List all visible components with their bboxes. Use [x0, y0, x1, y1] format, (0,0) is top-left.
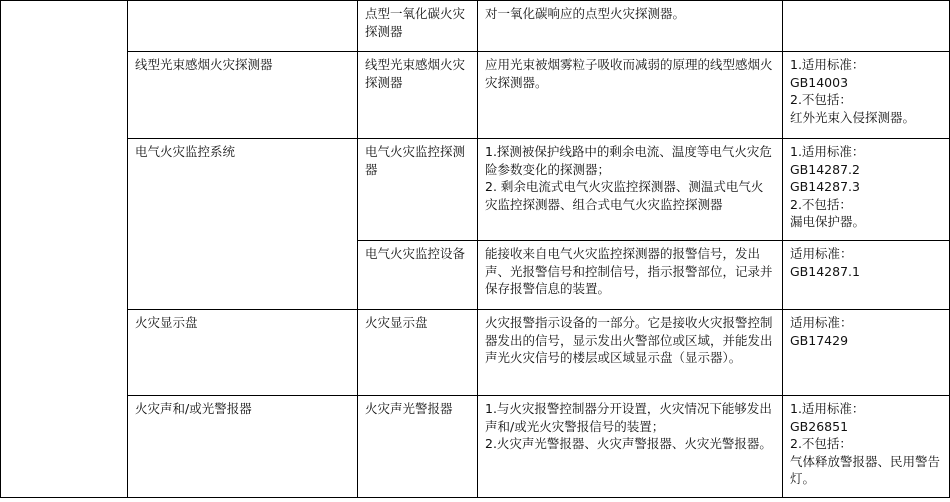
definition-cell: 能接收来自电气火灾监控探测器的报警信号，发出声、光报警信号和控制信号，指示报警部位，记录并保存报警信息的装置。: [478, 241, 783, 310]
definition-cell: 火灾报警指示设备的一部分。它是接收火灾报警控制器发出的信号，显示发出火警部位或区域，并能发出声光火灾信号的楼层或区域显示盘（显示器）。: [478, 310, 783, 396]
definition-cell: 对一氧化碳响应的点型火灾探测器。: [478, 1, 783, 52]
notes-cell: 1.适用标准： GB14003 2.不包括： 红外光束入侵探测器。: [783, 52, 950, 139]
table-row: [1, 310, 950, 396]
product-name-cell: 电气火灾监控设备: [358, 241, 478, 310]
table-row: [1, 396, 950, 498]
notes-cell: 1.适用标准： GB26851 2.不包括： 气体释放警报器、民用警告灯。: [783, 396, 950, 498]
product-name-cell: 火灾显示盘: [358, 310, 478, 396]
product-name-cell: 线型光束感烟火灾探测器: [358, 52, 478, 139]
notes-cell: 适用标准： GB17429: [783, 310, 950, 396]
product-name-cell: 火灾声光警报器: [358, 396, 478, 498]
definition-cell: 1.与火灾报警控制器分开设置，火灾情况下能够发出声和/或光火灾警报信号的装置； 2.火灾声光警报器、火灾声警报器、火灾光警报器。: [478, 396, 783, 498]
category-cell: 火灾显示盘: [128, 310, 358, 396]
notes-cell: 适用标准： GB14287.1: [783, 241, 950, 310]
table-row: [1, 139, 950, 241]
notes-cell: 1.适用标准： GB14287.2 GB14287.3 2.不包括： 漏电保护器。: [783, 139, 950, 241]
category-cell: 电气火灾监控系统: [128, 139, 358, 310]
definition-cell: 1.探测被保护线路中的剩余电流、温度等电气火灾危险参数变化的探测器； 2. 剩余电流式电气火灾监控探测器、测温式电气火灾监控探测器、组合式电气火灾监控探测器: [478, 139, 783, 241]
category-cell: [128, 1, 358, 52]
table-row: [1, 52, 950, 139]
notes-cell: [783, 1, 950, 52]
category-cell: 线型光束感烟火灾探测器: [128, 52, 358, 139]
blank-first-column: [1, 1, 128, 498]
definition-cell: 应用光束被烟雾粒子吸收而减弱的原理的线型感烟火灾探测器。: [478, 52, 783, 139]
table-row: [1, 1, 950, 52]
product-name-cell: 电气火灾监控探测器: [358, 139, 478, 241]
product-name-cell: 点型一氧化碳火灾探测器: [358, 1, 478, 52]
category-cell: 火灾声和/或光警报器: [128, 396, 358, 498]
